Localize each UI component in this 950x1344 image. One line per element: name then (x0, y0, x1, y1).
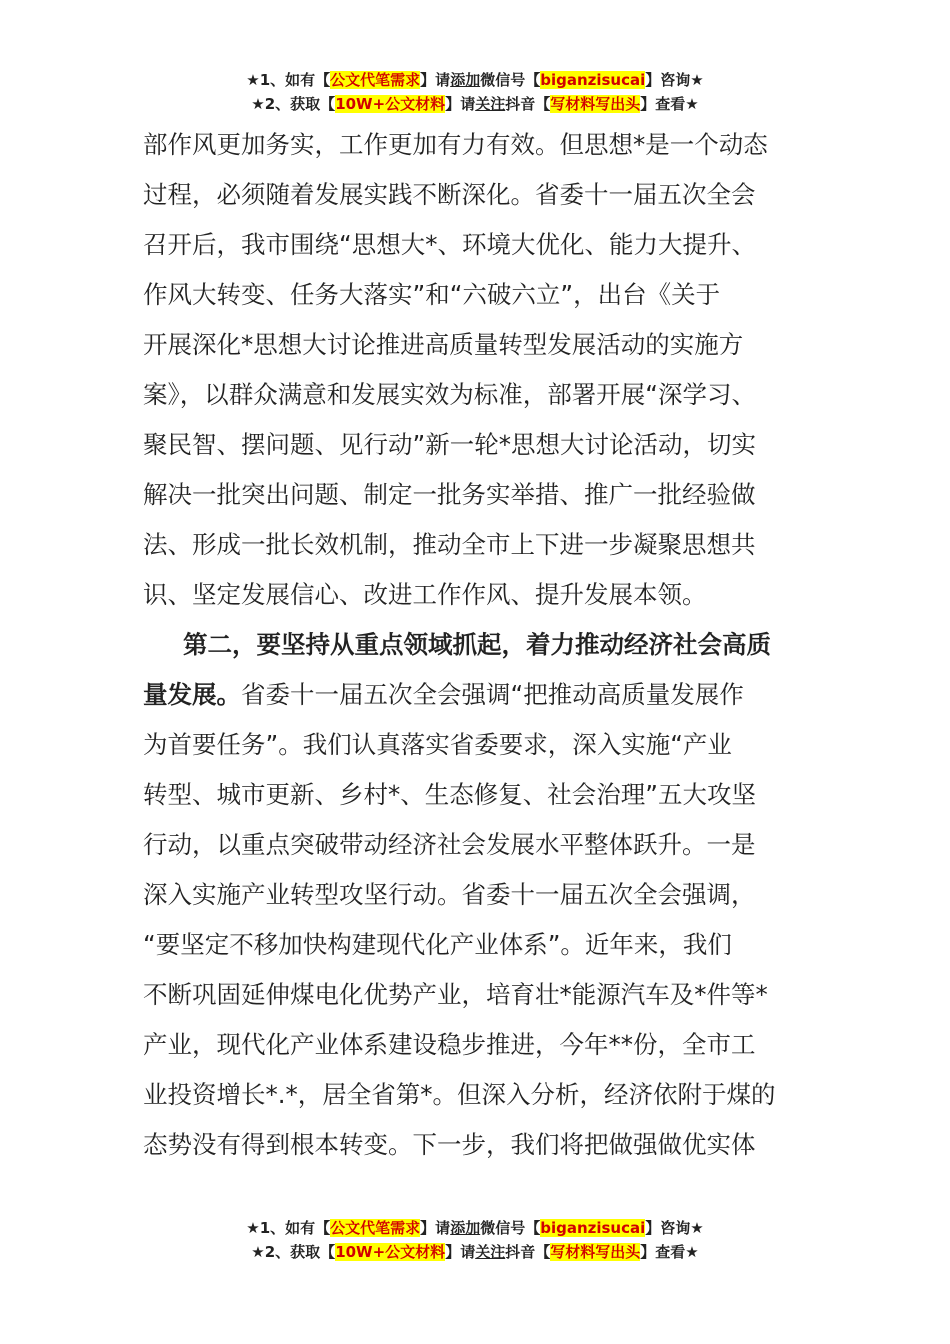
banner-underline: 添加 (450, 71, 481, 89)
body-text: 省委十一届五次全会强调“把推动高质量发展作 (241, 680, 744, 709)
banner-text: 】请 (420, 71, 451, 89)
body-line: 开展深化*思想大讨论推进高质量转型发展活动的实施方 (143, 330, 744, 359)
document-body (143, 120, 811, 1170)
banner-highlight: 写材料写出头 (550, 1243, 641, 1261)
banner-text: ★2、获取【 (251, 1243, 336, 1261)
banner-text: 抖音【 (505, 1243, 551, 1261)
banner-text: 】咨询★ (645, 1219, 704, 1237)
banner-line-2 (0, 92, 950, 116)
banner-text: 】查看★ (640, 95, 699, 113)
body-line: 行动，以重点突破带动经济社会发展水平整体跃升。一是 (143, 830, 756, 859)
body-line: 产业，现代化产业体系建设稳步推进，今年**份，全市工 (143, 1030, 756, 1059)
body-line: 态势没有得到根本转变。下一步，我们将把做强做优实体 (143, 1130, 756, 1159)
footer-banner (0, 1216, 950, 1264)
banner-highlight: 公文代笔需求 (330, 71, 421, 89)
banner-underline: 添加 (450, 1219, 481, 1237)
banner-underline: 关注 (475, 95, 506, 113)
section-heading-end: 量发展。 (143, 680, 241, 709)
banner-highlight: 写材料写出头 (550, 95, 641, 113)
banner-highlight: 10W+公文材料 (335, 95, 446, 113)
banner-highlight: 公文代笔需求 (330, 1219, 421, 1237)
banner-text: 抖音【 (505, 95, 551, 113)
banner-text: 】请 (445, 95, 476, 113)
banner-text: 微信号【 (480, 71, 541, 89)
banner-text: 】请 (420, 1219, 451, 1237)
banner-line-1 (0, 68, 950, 92)
banner-text: 微信号【 (480, 1219, 541, 1237)
banner-text: ★2、获取【 (251, 95, 336, 113)
body-line: 聚民智、摆问题、见行动”新一轮*思想大讨论活动，切实 (143, 430, 756, 459)
body-line: 作风大转变、任务大落实”和“六破六立”，出台《关于 (143, 280, 721, 309)
body-line: 召开后，我市围绕“思想大*、环境大优化、能力大提升、 (143, 230, 756, 259)
body-line: 法、形成一批长效机制，推动全市上下进一步凝聚思想共 (143, 530, 756, 559)
banner-text: ★1、如有【 (246, 71, 331, 89)
banner-line-1 (0, 1216, 950, 1240)
banner-text: 】请 (445, 1243, 476, 1261)
banner-text: 】查看★ (640, 1243, 699, 1261)
body-line: 不断巩固延伸煤电化优势产业，培育壮*能源汽车及*件等* (143, 980, 768, 1009)
banner-highlight: biganzisucai (540, 71, 646, 89)
banner-text: 】咨询★ (645, 71, 704, 89)
body-line: 转型、城市更新、乡村*、生态修复、社会治理”五大攻坚 (143, 780, 756, 809)
body-line: 为首要任务”。我们认真落实省委要求，深入实施“产业 (143, 730, 732, 759)
body-line (143, 670, 811, 720)
banner-underline: 关注 (475, 1243, 506, 1261)
body-line: 业投资增长*.*，居全省第*。但深入分析，经济依附于煤的 (143, 1080, 776, 1109)
body-line: “要坚定不移加快构建现代化产业体系”。近年来，我们 (143, 930, 732, 959)
body-line: 部作风更加务实，工作更加有力有效。但思想*是一个动态 (143, 130, 768, 159)
banner-highlight: 10W+公文材料 (335, 1243, 446, 1261)
body-line: 深入实施产业转型攻坚行动。省委十一届五次全会强调， (143, 880, 756, 909)
body-line: 案》，以群众满意和发展实效为标准，部署开展“深学习、 (143, 380, 756, 409)
banner-text: ★1、如有【 (246, 1219, 331, 1237)
banner-line-2 (0, 1240, 950, 1264)
banner-highlight: biganzisucai (540, 1219, 646, 1237)
body-line: 识、坚定发展信心、改进工作作风、提升发展本领。 (143, 580, 707, 609)
body-line: 解决一批突出问题、制定一批务实举措、推广一批经验做 (143, 480, 756, 509)
section-heading: 第二，要坚持从重点领域抓起，着力推动经济社会高质 (183, 630, 771, 659)
body-line: 过程，必须随着发展实践不断深化。省委十一届五次全会 (143, 180, 756, 209)
header-banner (0, 68, 950, 116)
